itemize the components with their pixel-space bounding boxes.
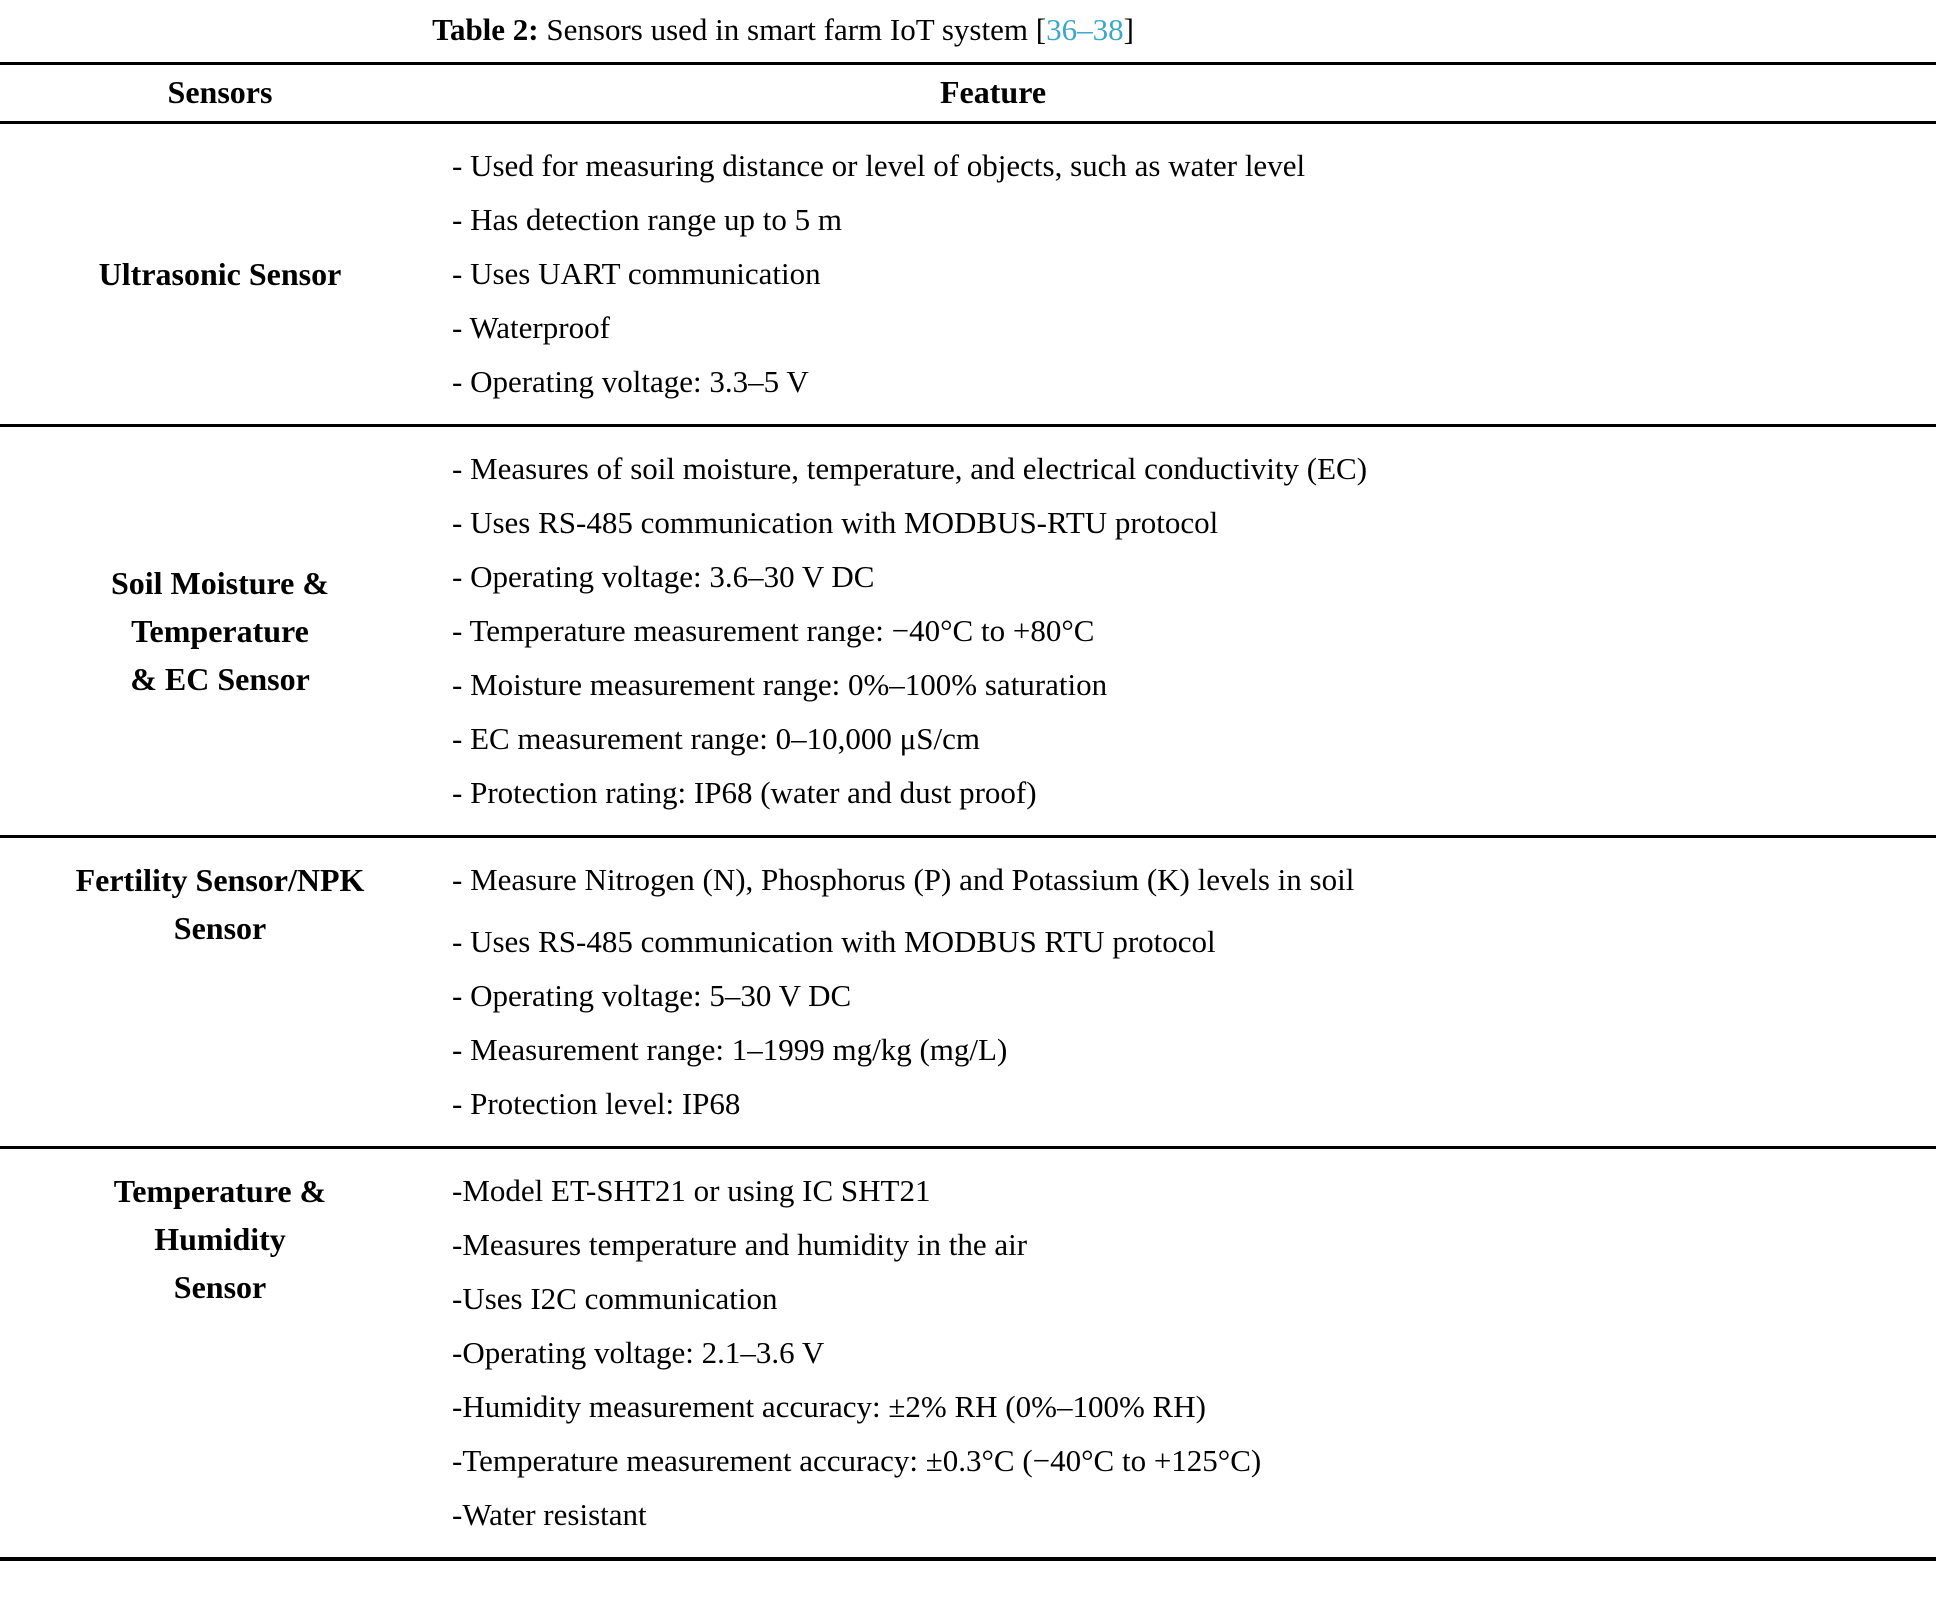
feature-item: -Temperature measurement accuracy: ±0.3°C (−40°C to +125°C): [452, 1443, 1262, 1478]
table-row: [0, 1148, 1936, 1560]
table-row: [0, 426, 1936, 837]
column-header-feature: Feature: [939, 74, 1047, 110]
table-row: [0, 123, 1936, 426]
feature-item: - Waterproof: [452, 310, 610, 345]
feature-item: -Humidity measurement accuracy: ±2% RH (0%–100% RH): [452, 1389, 1206, 1424]
feature-item: -Water resistant: [452, 1497, 647, 1532]
citation-link[interactable]: 36–38: [1046, 12, 1124, 47]
feature-item: - Protection rating: IP68 (water and dust proof): [452, 775, 1037, 810]
table-header-row: [0, 64, 1936, 123]
table-caption: [0, 12, 1936, 48]
feature-item: -Operating voltage: 2.1–3.6 V: [452, 1335, 825, 1370]
feature-item: - EC measurement range: 0–10,000 μS/cm: [452, 721, 980, 756]
sensor-name: Ultrasonic Sensor: [98, 256, 342, 292]
sensor-name-cell: [0, 123, 440, 426]
feature-item: -Uses I2C communication: [452, 1281, 778, 1316]
sensor-name-cell: [0, 426, 440, 837]
feature-item: - Uses UART communication: [452, 256, 821, 291]
feature-item: - Operating voltage: 5–30 V DC: [452, 978, 852, 1013]
table-row: [0, 837, 1936, 1148]
feature-item: - Uses RS-485 communication with MODBUS RTU protocol: [452, 924, 1216, 959]
sensor-name: & EC Sensor: [130, 661, 310, 697]
feature-item: - Uses RS-485 communication with MODBUS-RTU protocol: [452, 505, 1219, 540]
sensor-name-cell: [0, 837, 440, 1148]
feature-item: - Moisture measurement range: 0%–100% saturation: [452, 667, 1108, 702]
sensor-name: Sensor: [173, 910, 267, 946]
feature-item: -Model ET-SHT21 or using IC SHT21: [452, 1173, 931, 1208]
feature-item: - Operating voltage: 3.6–30 V DC: [452, 559, 875, 594]
feature-item: - Used for measuring distance or level of objects, such as water level: [452, 148, 1306, 183]
sensor-name: Temperature &: [113, 1173, 327, 1209]
sensor-name: Soil Moisture &: [110, 565, 330, 601]
feature-item: - Measurement range: 1–1999 mg/kg (mg/L): [452, 1032, 1008, 1067]
sensors-table: [0, 62, 1936, 1561]
feature-cell: [440, 426, 1936, 837]
feature-item: - Measure Nitrogen (N), Phosphorus (P) and Potassium (K) levels in soil: [452, 862, 1355, 897]
feature-cell: [440, 837, 1936, 1148]
table-caption-text: Sensors used in smart farm IoT system: [546, 12, 1028, 47]
feature-item: - Measures of soil moisture, temperature, and electrical conductivity (EC): [452, 451, 1368, 486]
feature-item: - Operating voltage: 3.3–5 V: [452, 364, 809, 399]
sensor-name: Sensor: [173, 1269, 267, 1305]
table-caption-label: Table 2:: [432, 12, 539, 47]
feature-cell: [440, 1148, 1936, 1560]
feature-cell: [440, 123, 1936, 426]
citation-bracket-close: ]: [1123, 12, 1134, 47]
sensor-name-cell: [0, 1148, 440, 1560]
feature-item: - Protection level: IP68: [452, 1086, 741, 1121]
column-header-sensors: Sensors: [167, 74, 273, 110]
feature-item: - Temperature measurement range: −40°C to +80°C: [452, 613, 1095, 648]
feature-item: -Measures temperature and humidity in the air: [452, 1227, 1028, 1262]
citation-bracket-open: [: [1035, 12, 1047, 47]
sensor-name: Fertility Sensor/NPK: [75, 862, 365, 898]
sensor-name: Humidity: [154, 1221, 286, 1257]
feature-item: - Has detection range up to 5 m: [452, 202, 842, 237]
sensor-name: Temperature: [131, 613, 309, 649]
